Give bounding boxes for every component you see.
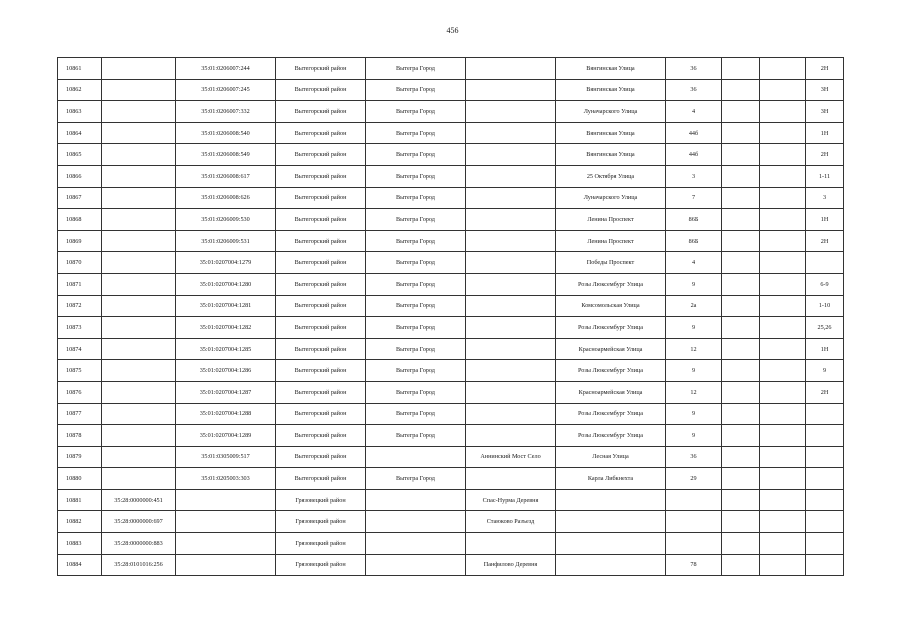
cadastral-number-object-cell: 35:01:0207004:1285 — [176, 338, 276, 360]
street-cell: Красноармейская Улица — [556, 338, 666, 360]
house-number-cell: 9 — [666, 273, 722, 295]
settlement-cell — [466, 209, 556, 231]
district-cell: Вытегорский район — [276, 360, 366, 382]
building-cell — [722, 144, 760, 166]
premises-number-cell — [806, 554, 844, 576]
premises-number-cell: 1Н — [806, 209, 844, 231]
structure-cell — [760, 468, 806, 490]
district-cell: Вытегорский район — [276, 468, 366, 490]
street-cell: 25 Октября Улица — [556, 165, 666, 187]
city-cell: Вытегра Город — [366, 101, 466, 123]
settlement-cell — [466, 317, 556, 339]
structure-cell — [760, 360, 806, 382]
record-id-cell: 10873 — [58, 317, 102, 339]
table-row — [58, 230, 844, 252]
house-number-cell: 86Б — [666, 209, 722, 231]
structure-cell — [760, 230, 806, 252]
structure-cell — [760, 446, 806, 468]
street-cell: Розы Люксембург Улица — [556, 273, 666, 295]
record-id-cell: 10867 — [58, 187, 102, 209]
table-row — [58, 317, 844, 339]
record-id-cell: 10865 — [58, 144, 102, 166]
record-id-cell: 10869 — [58, 230, 102, 252]
structure-cell — [760, 101, 806, 123]
cadastral-number-object-cell: 35:01:0206008:617 — [176, 165, 276, 187]
city-cell: Вытегра Город — [366, 187, 466, 209]
premises-number-cell: 3 — [806, 187, 844, 209]
house-number-cell: 9 — [666, 317, 722, 339]
structure-cell — [760, 381, 806, 403]
building-cell — [722, 489, 760, 511]
premises-number-cell: 1-11 — [806, 165, 844, 187]
cadastral-number-land-cell — [102, 144, 176, 166]
building-cell — [722, 79, 760, 101]
cadastral-number-object-cell: 35:01:0206008:549 — [176, 144, 276, 166]
district-cell: Вытегорский район — [276, 317, 366, 339]
district-cell: Вытегорский район — [276, 165, 366, 187]
street-cell: Луначарского Улица — [556, 187, 666, 209]
table-row — [58, 403, 844, 425]
house-number-cell: 2а — [666, 295, 722, 317]
district-cell: Вытегорский район — [276, 403, 366, 425]
city-cell — [366, 511, 466, 533]
record-id-cell: 10870 — [58, 252, 102, 274]
city-cell: Вытегра Город — [366, 360, 466, 382]
district-cell: Вытегорский район — [276, 295, 366, 317]
street-cell: Вянгинская Улица — [556, 144, 666, 166]
cadastral-number-object-cell: 35:01:0207004:1279 — [176, 252, 276, 274]
building-cell — [722, 338, 760, 360]
settlement-cell — [466, 338, 556, 360]
premises-number-cell — [806, 252, 844, 274]
settlement-cell — [466, 360, 556, 382]
settlement-cell: Стаюково Разъезд — [466, 511, 556, 533]
settlement-cell — [466, 58, 556, 80]
cadastral-number-land-cell: 35:28:0000000:451 — [102, 489, 176, 511]
city-cell: Вытегра Город — [366, 144, 466, 166]
table-row — [58, 122, 844, 144]
table-row — [58, 273, 844, 295]
street-cell: Карла Либкнехта — [556, 468, 666, 490]
district-cell: Грязовецкий район — [276, 489, 366, 511]
premises-number-cell: 6-9 — [806, 273, 844, 295]
cadastral-number-land-cell — [102, 338, 176, 360]
table-row — [58, 554, 844, 576]
structure-cell — [760, 187, 806, 209]
city-cell: Вытегра Город — [366, 468, 466, 490]
building-cell — [722, 101, 760, 123]
building-cell — [722, 381, 760, 403]
premises-number-cell: 2Н — [806, 144, 844, 166]
building-cell — [722, 425, 760, 447]
premises-number-cell: 2Н — [806, 230, 844, 252]
building-cell — [722, 252, 760, 274]
settlement-cell — [466, 187, 556, 209]
building-cell — [722, 446, 760, 468]
record-id-cell: 10882 — [58, 511, 102, 533]
cadastral-number-land-cell — [102, 295, 176, 317]
structure-cell — [760, 295, 806, 317]
city-cell: Вытегра Город — [366, 317, 466, 339]
registry-body — [58, 58, 844, 576]
house-number-cell: 44б — [666, 144, 722, 166]
building-cell — [722, 273, 760, 295]
district-cell: Вытегорский район — [276, 425, 366, 447]
structure-cell — [760, 533, 806, 555]
city-cell: Вытегра Город — [366, 122, 466, 144]
street-cell: Победы Проспект — [556, 252, 666, 274]
street-cell: Лесная Улица — [556, 446, 666, 468]
table-row — [58, 360, 844, 382]
record-id-cell: 10861 — [58, 58, 102, 80]
city-cell: Вытегра Город — [366, 165, 466, 187]
building-cell — [722, 209, 760, 231]
cadastral-number-land-cell — [102, 230, 176, 252]
district-cell: Вытегорский район — [276, 381, 366, 403]
structure-cell — [760, 79, 806, 101]
house-number-cell: 12 — [666, 338, 722, 360]
cadastral-number-object-cell: 35:01:0207004:1289 — [176, 425, 276, 447]
cadastral-number-land-cell: 35:28:0101016:256 — [102, 554, 176, 576]
cadastral-number-object-cell — [176, 489, 276, 511]
street-cell: Луначарского Улица — [556, 101, 666, 123]
city-cell: Вытегра Город — [366, 425, 466, 447]
district-cell: Вытегорский район — [276, 101, 366, 123]
house-number-cell — [666, 489, 722, 511]
premises-number-cell: 3Н — [806, 79, 844, 101]
structure-cell — [760, 252, 806, 274]
street-cell — [556, 511, 666, 533]
settlement-cell — [466, 230, 556, 252]
street-cell: Вянгинская Улица — [556, 79, 666, 101]
house-number-cell — [666, 533, 722, 555]
district-cell: Грязовецкий район — [276, 554, 366, 576]
cadastral-number-land-cell — [102, 317, 176, 339]
city-cell: Вытегра Город — [366, 381, 466, 403]
premises-number-cell — [806, 446, 844, 468]
city-cell: Вытегра Город — [366, 403, 466, 425]
city-cell: Вытегра Город — [366, 252, 466, 274]
house-number-cell — [666, 511, 722, 533]
house-number-cell: 36 — [666, 446, 722, 468]
cadastral-number-object-cell: 35:01:0206007:245 — [176, 79, 276, 101]
structure-cell — [760, 58, 806, 80]
table-row — [58, 209, 844, 231]
structure-cell — [760, 273, 806, 295]
building-cell — [722, 360, 760, 382]
table-row — [58, 165, 844, 187]
house-number-cell: 12 — [666, 381, 722, 403]
city-cell: Вытегра Город — [366, 209, 466, 231]
settlement-cell — [466, 273, 556, 295]
premises-number-cell — [806, 489, 844, 511]
district-cell: Вытегорский район — [276, 209, 366, 231]
cadastral-number-object-cell — [176, 511, 276, 533]
house-number-cell: 29 — [666, 468, 722, 490]
table-row — [58, 381, 844, 403]
premises-number-cell: 1Н — [806, 338, 844, 360]
settlement-cell: Панфилово Деревня — [466, 554, 556, 576]
cadastral-number-object-cell: 35:01:0207004:1281 — [176, 295, 276, 317]
cadastral-number-land-cell — [102, 122, 176, 144]
record-id-cell: 10864 — [58, 122, 102, 144]
building-cell — [722, 511, 760, 533]
table-row — [58, 101, 844, 123]
district-cell: Вытегорский район — [276, 230, 366, 252]
building-cell — [722, 230, 760, 252]
district-cell: Грязовецкий район — [276, 533, 366, 555]
record-id-cell: 10863 — [58, 101, 102, 123]
cadastral-number-land-cell — [102, 273, 176, 295]
settlement-cell: Спас-Нурма Деревня — [466, 489, 556, 511]
cadastral-number-land-cell — [102, 381, 176, 403]
cadastral-number-object-cell — [176, 554, 276, 576]
building-cell — [722, 533, 760, 555]
city-cell: Вытегра Город — [366, 295, 466, 317]
cadastral-number-object-cell: 35:01:0206009:530 — [176, 209, 276, 231]
record-id-cell: 10883 — [58, 533, 102, 555]
premises-number-cell — [806, 425, 844, 447]
table-row — [58, 252, 844, 274]
settlement-cell — [466, 533, 556, 555]
structure-cell — [760, 554, 806, 576]
city-cell: Вытегра Город — [366, 58, 466, 80]
house-number-cell: 36 — [666, 58, 722, 80]
cadastral-number-land-cell — [102, 209, 176, 231]
record-id-cell: 10866 — [58, 165, 102, 187]
street-cell: Розы Люксембург Улица — [556, 360, 666, 382]
structure-cell — [760, 165, 806, 187]
district-cell: Вытегорский район — [276, 58, 366, 80]
street-cell: Ленина Проспект — [556, 209, 666, 231]
settlement-cell: Аннинский Мост Село — [466, 446, 556, 468]
record-id-cell: 10862 — [58, 79, 102, 101]
premises-number-cell: 2Н — [806, 381, 844, 403]
building-cell — [722, 317, 760, 339]
house-number-cell: 3 — [666, 165, 722, 187]
cadastral-number-land-cell — [102, 101, 176, 123]
table-row — [58, 58, 844, 80]
district-cell: Вытегорский район — [276, 79, 366, 101]
house-number-cell: 44б — [666, 122, 722, 144]
record-id-cell: 10868 — [58, 209, 102, 231]
building-cell — [722, 122, 760, 144]
district-cell: Вытегорский район — [276, 122, 366, 144]
record-id-cell: 10880 — [58, 468, 102, 490]
cadastral-number-object-cell: 35:01:0206009:531 — [176, 230, 276, 252]
house-number-cell: 9 — [666, 360, 722, 382]
building-cell — [722, 165, 760, 187]
cadastral-number-object-cell: 35:01:0207004:1286 — [176, 360, 276, 382]
cadastral-number-object-cell — [176, 533, 276, 555]
record-id-cell: 10877 — [58, 403, 102, 425]
cadastral-number-land-cell — [102, 187, 176, 209]
record-id-cell: 10875 — [58, 360, 102, 382]
record-id-cell: 10878 — [58, 425, 102, 447]
record-id-cell: 10879 — [58, 446, 102, 468]
cadastral-number-land-cell — [102, 360, 176, 382]
premises-number-cell — [806, 533, 844, 555]
settlement-cell — [466, 165, 556, 187]
registry-table — [57, 57, 844, 576]
record-id-cell: 10884 — [58, 554, 102, 576]
cadastral-number-object-cell: 35:01:0206007:244 — [176, 58, 276, 80]
premises-number-cell — [806, 511, 844, 533]
structure-cell — [760, 511, 806, 533]
settlement-cell — [466, 403, 556, 425]
cadastral-number-land-cell — [102, 403, 176, 425]
cadastral-number-object-cell: 35:01:0206008:626 — [176, 187, 276, 209]
street-cell: Розы Люксембург Улица — [556, 317, 666, 339]
city-cell: Вытегра Город — [366, 273, 466, 295]
settlement-cell — [466, 425, 556, 447]
table-row — [58, 144, 844, 166]
building-cell — [722, 187, 760, 209]
table-row — [58, 533, 844, 555]
house-number-cell: 9 — [666, 403, 722, 425]
street-cell: Вянгинская Улица — [556, 58, 666, 80]
premises-number-cell: 2Н — [806, 58, 844, 80]
building-cell — [722, 295, 760, 317]
cadastral-number-land-cell — [102, 165, 176, 187]
settlement-cell — [466, 101, 556, 123]
street-cell — [556, 533, 666, 555]
cadastral-number-object-cell: 35:01:0206008:540 — [176, 122, 276, 144]
street-cell — [556, 554, 666, 576]
building-cell — [722, 468, 760, 490]
building-cell — [722, 554, 760, 576]
settlement-cell — [466, 252, 556, 274]
cadastral-number-land-cell: 35:28:0000000:697 — [102, 511, 176, 533]
page-number: 456 — [446, 26, 459, 35]
settlement-cell — [466, 122, 556, 144]
table-row — [58, 489, 844, 511]
house-number-cell: 4 — [666, 252, 722, 274]
cadastral-number-object-cell: 35:01:0207004:1280 — [176, 273, 276, 295]
cadastral-number-object-cell: 35:01:0207004:1282 — [176, 317, 276, 339]
record-id-cell: 10872 — [58, 295, 102, 317]
street-cell: Розы Люксембург Улица — [556, 425, 666, 447]
cadastral-number-land-cell — [102, 79, 176, 101]
house-number-cell: 78 — [666, 554, 722, 576]
table-row — [58, 295, 844, 317]
settlement-cell — [466, 381, 556, 403]
structure-cell — [760, 489, 806, 511]
premises-number-cell — [806, 403, 844, 425]
structure-cell — [760, 403, 806, 425]
house-number-cell: 4 — [666, 101, 722, 123]
city-cell: Вытегра Город — [366, 79, 466, 101]
settlement-cell — [466, 295, 556, 317]
street-cell: Комсомольская Улица — [556, 295, 666, 317]
district-cell: Вытегорский район — [276, 252, 366, 274]
premises-number-cell — [806, 468, 844, 490]
city-cell: Вытегра Город — [366, 230, 466, 252]
premises-number-cell: 3Н — [806, 101, 844, 123]
street-cell — [556, 489, 666, 511]
cadastral-number-object-cell: 35:01:0206007:332 — [176, 101, 276, 123]
structure-cell — [760, 317, 806, 339]
cadastral-number-land-cell — [102, 58, 176, 80]
district-cell: Грязовецкий район — [276, 511, 366, 533]
cadastral-number-object-cell: 35:01:0207004:1288 — [176, 403, 276, 425]
table-row — [58, 79, 844, 101]
cadastral-number-object-cell: 35:01:0205003:303 — [176, 468, 276, 490]
structure-cell — [760, 144, 806, 166]
building-cell — [722, 58, 760, 80]
table-row — [58, 187, 844, 209]
street-cell: Красноармейская Улица — [556, 381, 666, 403]
settlement-cell — [466, 144, 556, 166]
table-row — [58, 338, 844, 360]
district-cell: Вытегорский район — [276, 338, 366, 360]
premises-number-cell: 1Н — [806, 122, 844, 144]
cadastral-number-land-cell — [102, 252, 176, 274]
street-cell: Вянгинская Улица — [556, 122, 666, 144]
premises-number-cell: 9 — [806, 360, 844, 382]
cadastral-number-object-cell: 35:01:0305009:517 — [176, 446, 276, 468]
record-id-cell: 10881 — [58, 489, 102, 511]
structure-cell — [760, 338, 806, 360]
house-number-cell: 7 — [666, 187, 722, 209]
district-cell: Вытегорский район — [276, 446, 366, 468]
house-number-cell: 9 — [666, 425, 722, 447]
cadastral-number-object-cell: 35:01:0207004:1287 — [176, 381, 276, 403]
premises-number-cell: 25,26 — [806, 317, 844, 339]
record-id-cell: 10876 — [58, 381, 102, 403]
house-number-cell: 86Б — [666, 230, 722, 252]
city-cell — [366, 533, 466, 555]
table-row — [58, 511, 844, 533]
structure-cell — [760, 122, 806, 144]
settlement-cell — [466, 468, 556, 490]
table-row — [58, 425, 844, 447]
structure-cell — [760, 425, 806, 447]
street-cell: Розы Люксембург Улица — [556, 403, 666, 425]
table-row — [58, 468, 844, 490]
table-row — [58, 446, 844, 468]
house-number-cell: 36 — [666, 79, 722, 101]
cadastral-number-land-cell — [102, 446, 176, 468]
record-id-cell: 10874 — [58, 338, 102, 360]
district-cell: Вытегорский район — [276, 144, 366, 166]
settlement-cell — [466, 79, 556, 101]
cadastral-number-land-cell — [102, 468, 176, 490]
district-cell: Вытегорский район — [276, 273, 366, 295]
district-cell: Вытегорский район — [276, 187, 366, 209]
building-cell — [722, 403, 760, 425]
city-cell: Вытегра Город — [366, 338, 466, 360]
structure-cell — [760, 209, 806, 231]
city-cell — [366, 554, 466, 576]
record-id-cell: 10871 — [58, 273, 102, 295]
cadastral-number-land-cell: 35:28:0000000:883 — [102, 533, 176, 555]
street-cell: Ленина Проспект — [556, 230, 666, 252]
city-cell — [366, 446, 466, 468]
cadastral-number-land-cell — [102, 425, 176, 447]
premises-number-cell: 1-10 — [806, 295, 844, 317]
city-cell — [366, 489, 466, 511]
